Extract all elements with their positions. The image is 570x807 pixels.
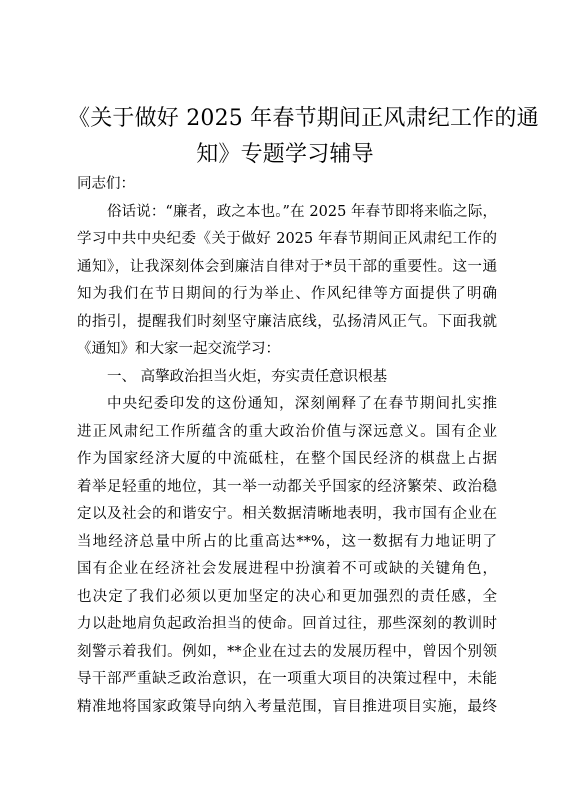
paragraph-line: 通知》，让我深刻体会到廉洁自律对于*员干部的重要性。这一通 [77,258,497,275]
paragraph-line: 《通知》和大家一起交流学习： [77,341,280,357]
document-title [68,101,539,173]
paragraph-line: 俗话说：“廉者，政之本也。”在 2025 年春节即将来临之际， [107,203,497,220]
paragraph-line: 导干部严重缺乏政治意识，在一项重大项目的决策过程中，未能 [77,671,497,687]
paragraph-line: 也决定了我们必须以更加坚定的决心和更加强烈的责任感，全 [77,588,497,605]
document-body [77,171,497,721]
paragraph-line: 的指引，提醒我们时刻坚守廉洁底线，弘扬清风正气。下面我就 [77,313,497,330]
salutation: 同志们： [77,176,135,192]
paragraph-line: 刻警示着我们。例如，**企业在过去的发展历程中，曾因个别领 [77,643,497,660]
title-line: 知》专题学习辅导 [196,142,374,167]
paragraph-line: 进正风肃纪工作所蕴含的重大政治价值与深远意义。国有企业 [77,423,497,440]
paragraph-line: 学习中共中央纪委《关于做好 2025 年春节期间正风肃纪工作的 [77,231,497,247]
title-line: 《关于做好 2025 年春节期间正风肃纪工作的通 [68,106,539,131]
paragraph-line: 中央纪委印发的这份通知，深刻阐释了在春节期间扎实推 [107,396,497,412]
paragraph-line: 当地经济总量中所占的比重高达**%，这一数据有力地证明了 [77,533,497,550]
section-heading: 一、 高擎政治担当火炬，夯实责任意识根基 [107,368,388,385]
paragraph-line: 着举足轻重的地位，其一举一动都关乎国家的经济繁荣、政治稳 [77,478,497,495]
paragraph-line: 定以及社会的和谐安宁。相关数据清晰地表明，我市国有企业在 [77,506,497,522]
paragraph-line: 力以赴地肩负起政治担当的使命。回首过往，那些深刻的教训时 [77,616,497,632]
paragraph-line: 国有企业在经济社会发展进程中扮演着不可或缺的关键角色， [77,561,497,577]
paragraph-line: 作为国家经济大厦的中流砥柱，在整个国民经济的棋盘上占据 [77,451,497,467]
paragraph-line: 精准地将国家政策导向纳入考量范围，盲目推进项目实施，最终 [77,698,497,715]
paragraph-line: 知为我们在节日期间的行为举止、作风纪律等方面提供了明确 [77,286,497,302]
